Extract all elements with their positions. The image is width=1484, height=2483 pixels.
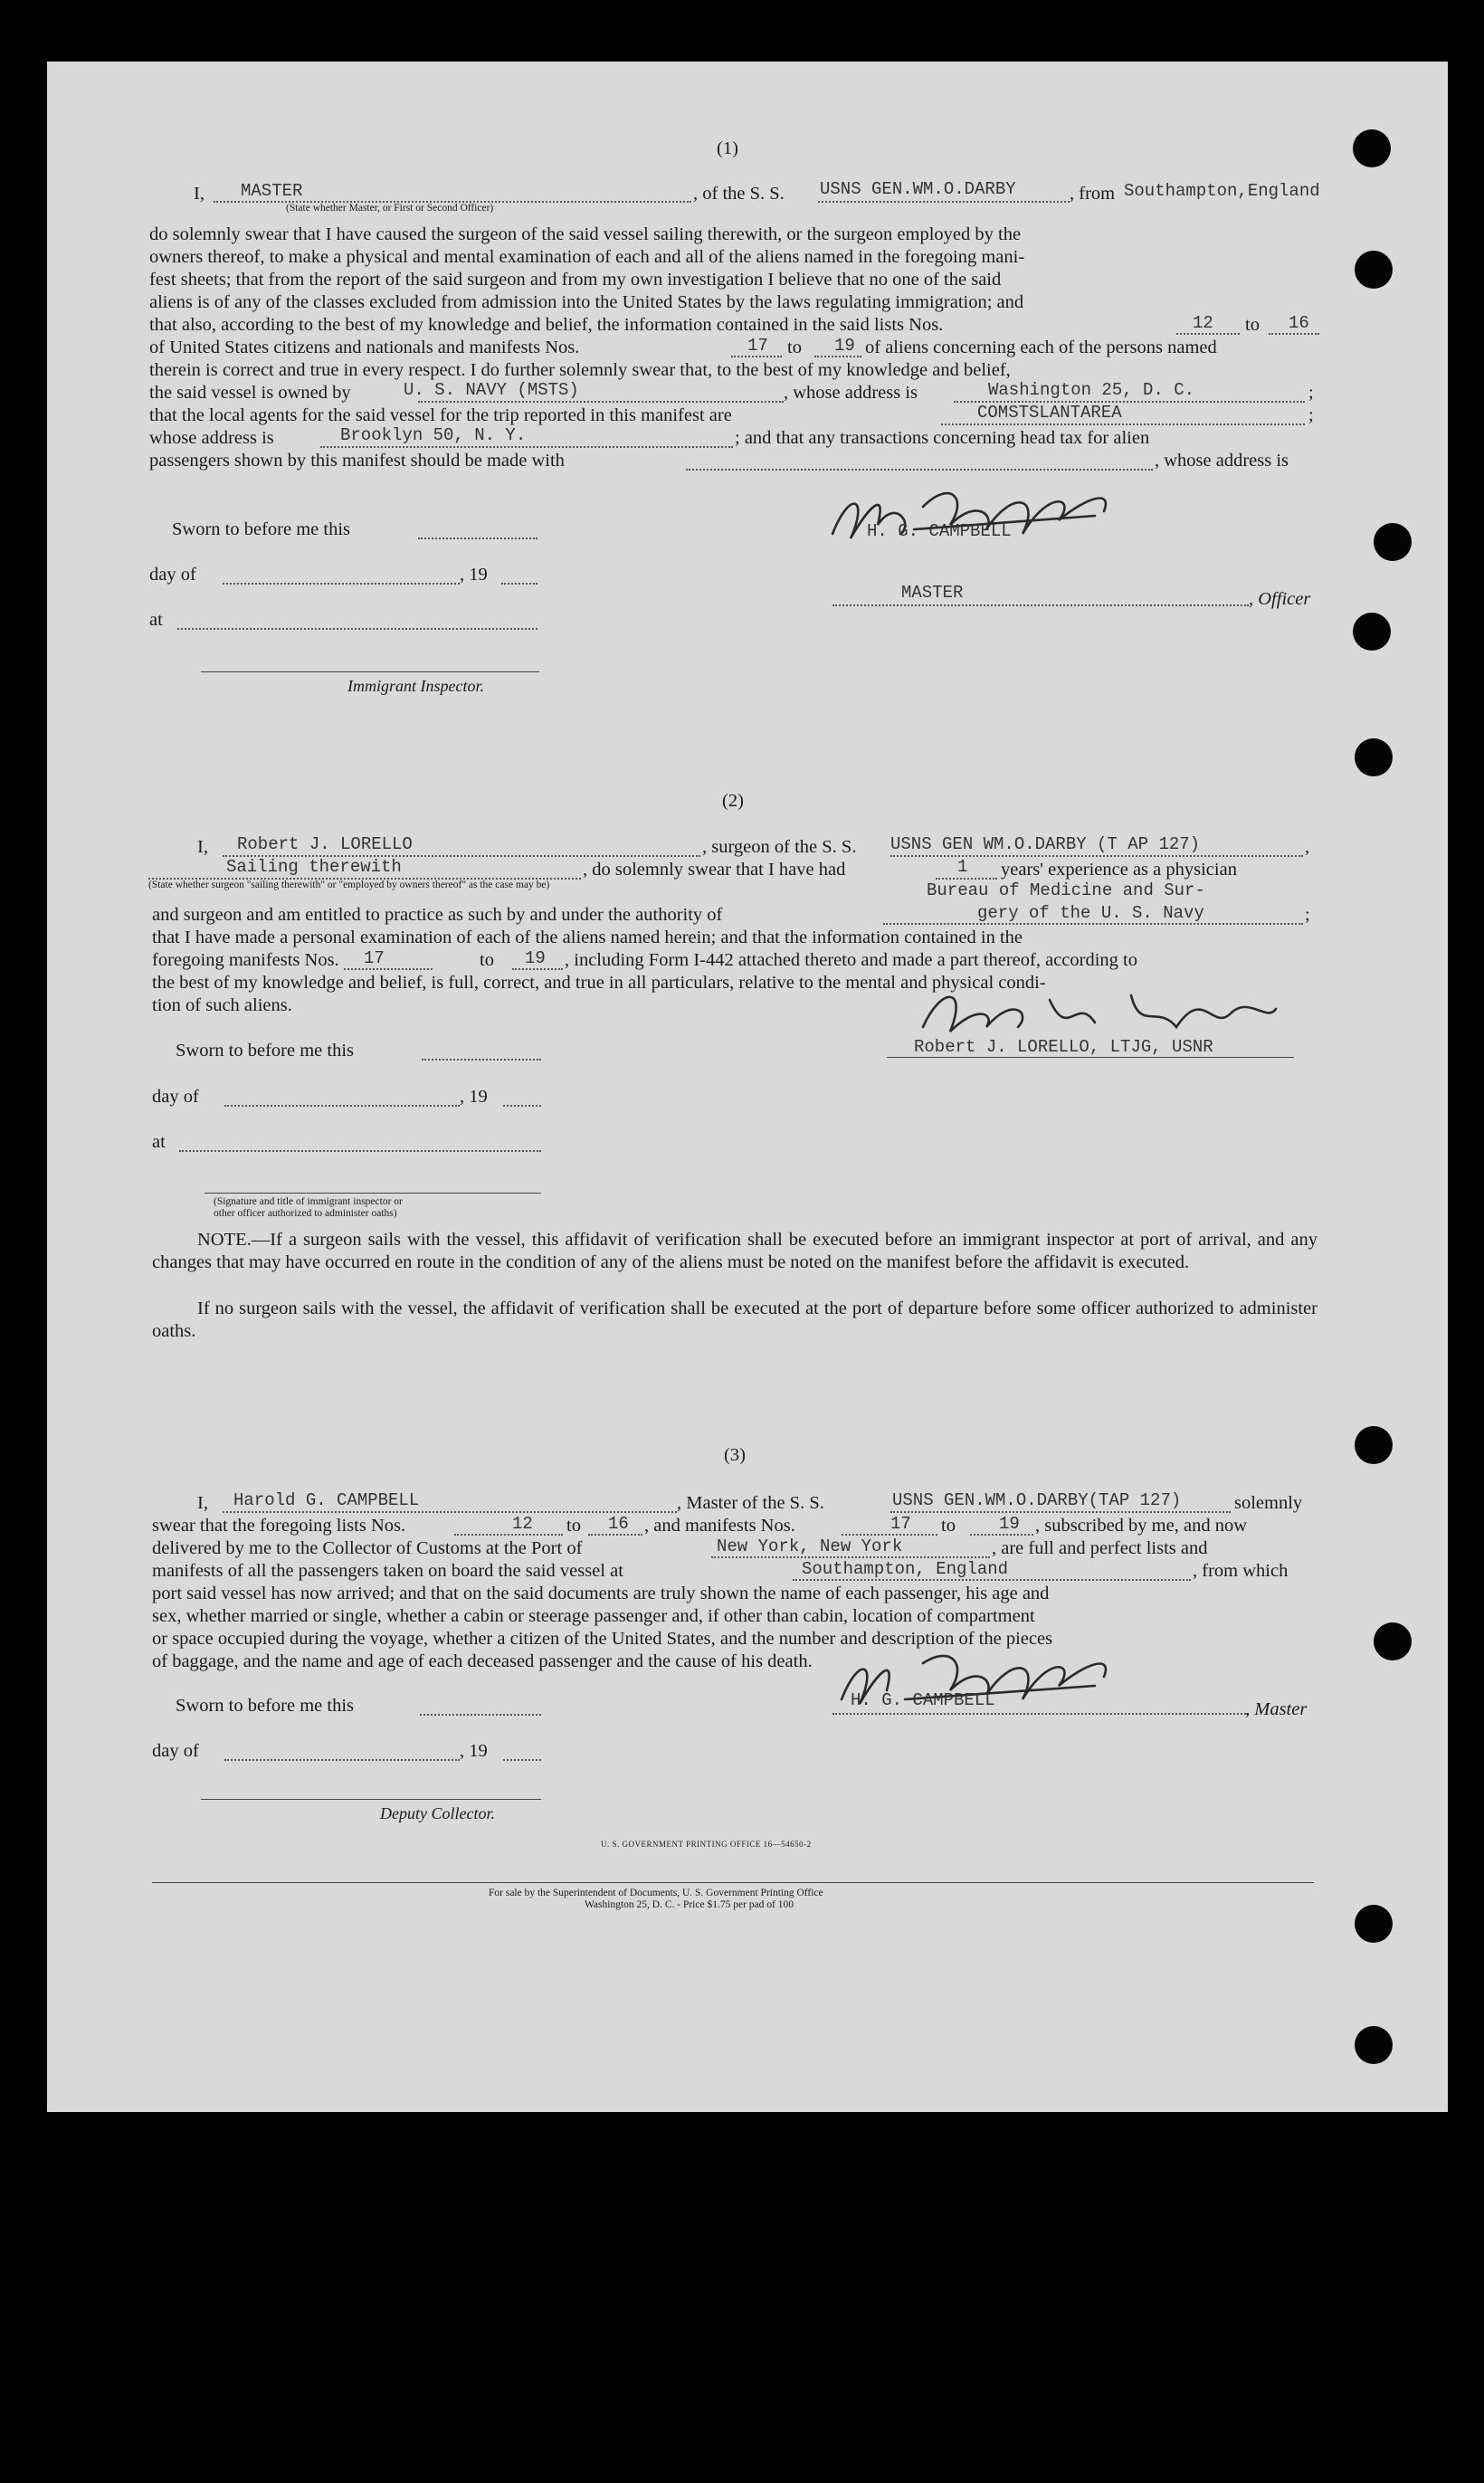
manifests-to-value: 19 bbox=[834, 336, 855, 356]
oath-text-line: fest sheets; that from the report of the said surgeon and from my own investigation I believe that no one of the said bbox=[149, 270, 1002, 290]
oath-text-line: do solemnly swear that I have caused the surgeon of the said vessel sailing therewith, or the surgeon employed by the bbox=[149, 224, 1022, 244]
surgeon-name-value: Robert J. LORELLO bbox=[237, 834, 413, 854]
manifests-to-field bbox=[970, 1534, 1033, 1536]
surgeon-vessel-value: USNS GEN WM.O.DARBY (T AP 127) bbox=[890, 834, 1201, 854]
section-number: (1) bbox=[717, 138, 738, 158]
to-label: to bbox=[787, 338, 802, 357]
officer-signature-line bbox=[205, 1193, 541, 1194]
whose-address-label: , whose address is bbox=[784, 383, 918, 403]
oath-text-line: that the local agents for the said vessel for the trip reported in this manifest are bbox=[149, 405, 732, 425]
oath-text-fragment: , from which bbox=[1193, 1561, 1289, 1581]
vessel-name-value: USNS GEN.WM.O.DARBY bbox=[820, 179, 1016, 199]
oath-text-line: or space occupied during the voyage, whether a citizen of the United States, and the number and description of the pieces bbox=[152, 1629, 1053, 1649]
day-label: day of bbox=[149, 565, 196, 585]
sale-notice-line: Washington 25, D. C. - Price $1.75 per pad of 100 bbox=[585, 1899, 794, 1910]
master-of-label: , Master of the S. S. bbox=[677, 1493, 824, 1513]
surgeon-signature-line bbox=[887, 1057, 1294, 1058]
oath-text-line: the best of my knowledge and belief, is full, correct, and true in all particulars, relative to the mental and physical condi- bbox=[152, 973, 1046, 993]
at-label: at bbox=[149, 610, 163, 630]
authority-value-line2: gery of the U. S. Navy bbox=[977, 903, 1204, 923]
master-full-name-value: Harold G. CAMPBELL bbox=[233, 1490, 420, 1510]
owner-value: U. S. NAVY (MSTS) bbox=[404, 380, 579, 400]
at-field bbox=[179, 1150, 541, 1152]
section-number: (3) bbox=[724, 1445, 746, 1465]
agent-address-value: Brooklyn 50, N. Y. bbox=[340, 425, 527, 445]
printing-office-line: U. S. GOVERNMENT PRINTING OFFICE 16—54650-2 bbox=[601, 1840, 812, 1849]
section-number: (2) bbox=[722, 791, 744, 811]
master-vessel-value: USNS GEN.WM.O.DARBY(TAP 127) bbox=[892, 1490, 1182, 1510]
manifests-from-field bbox=[731, 356, 782, 357]
oath-text-fragment: , are full and perfect lists and bbox=[992, 1538, 1208, 1558]
sworn-field bbox=[420, 1714, 541, 1716]
punctuation: ; bbox=[1308, 383, 1314, 403]
year-label: , 19 bbox=[460, 565, 488, 585]
lists-from-value: 12 bbox=[512, 1514, 533, 1534]
punch-hole bbox=[1353, 613, 1391, 651]
punctuation: ; bbox=[1308, 405, 1314, 425]
sworn-label: Sworn to before me this bbox=[176, 1041, 354, 1061]
surgeon-signer-value: Robert J. LORELLO, LTJG, USNR bbox=[914, 1037, 1213, 1057]
departure-port-value: Southampton, England bbox=[802, 1559, 1009, 1579]
oath-text-fragment: , including Form I-442 attached thereto and made a part thereof, according to bbox=[565, 950, 1137, 970]
officer-label: , Officer bbox=[1249, 589, 1311, 609]
oath-text-line: that also, according to the best of my knowledge and belief, the information contained in the said lists Nos. bbox=[149, 315, 944, 335]
master-name-value: H. G. CAMPBELL bbox=[867, 521, 1012, 541]
manifests-from-value: 17 bbox=[890, 1514, 911, 1534]
oath-text-line: passengers shown by this manifest should be made with bbox=[149, 451, 565, 471]
oath-text-line: aliens is of any of the classes excluded from admission into the United States by the laws regulating immigration; and bbox=[149, 292, 1024, 312]
oath-text-line: port said vessel has now arrived; and that on the said documents are truly shown the name of each passenger, his age and bbox=[152, 1584, 1050, 1603]
sale-notice-line: For sale by the Superintendent of Documents, U. S. Government Printing Office bbox=[489, 1888, 823, 1898]
oath-text-fragment: , whose address is bbox=[1155, 451, 1289, 471]
surgeon-note: NOTE.—If a surgeon sails with the vessel, this affidavit of verification shall be executed before an immigrant inspector at port of arrival, and any changes that may have occurred en route in the condition of any of the aliens must be noted on the manifest before the affidavit is executed. bbox=[152, 1230, 1318, 1273]
oath-text-line: whose address is bbox=[149, 428, 274, 448]
oath-text-fragment: ; and that any transactions concerning head tax for alien bbox=[735, 428, 1150, 448]
master-signer-field bbox=[832, 1713, 1249, 1715]
punch-hole bbox=[1355, 251, 1393, 289]
manifests-to-field bbox=[814, 356, 861, 357]
oath-text-line: that I have made a personal examination of each of the aliens named herein; and that the information contained in the bbox=[152, 928, 1023, 947]
manifests-from-value: 17 bbox=[747, 336, 768, 356]
punch-hole bbox=[1355, 1905, 1393, 1943]
solemnly-label: solemnly bbox=[1234, 1493, 1303, 1513]
year-field bbox=[501, 583, 537, 585]
deputy-collector-label: Deputy Collector. bbox=[380, 1804, 495, 1822]
authority-value-line1: Bureau of Medicine and Sur- bbox=[927, 880, 1205, 900]
manifests-to-value: 19 bbox=[525, 948, 546, 968]
oath-pronoun: I, bbox=[194, 184, 205, 204]
oath-text-fragment: foregoing manifests Nos. bbox=[152, 950, 339, 970]
owner-address-value: Washington 25, D. C. bbox=[988, 380, 1195, 400]
sworn-field bbox=[418, 538, 537, 539]
officer-signature-note: (Signature and title of immigrant inspector or bbox=[214, 1196, 403, 1207]
oath-text-line: the said vessel is owned by bbox=[149, 383, 351, 403]
sailing-status-note: (State whether surgeon "sailing therewith" or "employed by owners thereof" as the case may be) bbox=[148, 880, 550, 890]
manifests-to-field bbox=[512, 968, 563, 970]
lists-to-value: 16 bbox=[608, 1514, 629, 1534]
punctuation: ; bbox=[1305, 905, 1310, 925]
manifests-from-value: 17 bbox=[364, 948, 385, 968]
sailing-status-value: Sailing therewith bbox=[226, 857, 402, 877]
punch-hole bbox=[1355, 1426, 1393, 1464]
oath-text-line: owners thereof, to make a physical and mental examination of each and all of the aliens named in the foregoing mani- bbox=[149, 247, 1025, 267]
footer-rule bbox=[152, 1882, 1314, 1883]
oath-text-fragment: , do solemnly swear that I have had bbox=[583, 860, 846, 880]
to-label: to bbox=[941, 1516, 956, 1536]
year-label: , 19 bbox=[460, 1741, 488, 1761]
lists-from-field bbox=[454, 1534, 563, 1536]
departure-port-value: Southampton,England bbox=[1124, 181, 1320, 201]
manifests-to-value: 19 bbox=[999, 1514, 1020, 1534]
agents-field bbox=[941, 423, 1305, 425]
oath-text-line: sex, whether married or single, whether a cabin or steerage passenger and, if other than cabin, location of compartment bbox=[152, 1606, 1035, 1626]
lists-to-field bbox=[588, 1534, 642, 1536]
year-label: , 19 bbox=[460, 1087, 488, 1107]
punch-hole bbox=[1355, 738, 1393, 776]
surgeon-of-label: , surgeon of the S. S. bbox=[702, 837, 857, 857]
lists-from-value: 12 bbox=[1193, 313, 1213, 333]
master-vessel-field bbox=[890, 1511, 1231, 1513]
sworn-label: Sworn to before me this bbox=[172, 519, 350, 539]
of-ss-label: , of the S. S. bbox=[693, 184, 785, 204]
punch-hole bbox=[1374, 523, 1412, 561]
sworn-field bbox=[422, 1059, 541, 1061]
years-experience-value: 1 bbox=[957, 857, 968, 877]
oath-text-fragment: manifests of all the passengers taken on board the said vessel at bbox=[152, 1561, 623, 1581]
punch-hole bbox=[1353, 129, 1391, 167]
to-label: to bbox=[480, 950, 494, 970]
lists-to-value: 16 bbox=[1289, 313, 1309, 333]
oath-text-fragment: , and manifests Nos. bbox=[644, 1516, 795, 1536]
manifests-from-field bbox=[344, 968, 433, 970]
at-label: at bbox=[152, 1132, 166, 1152]
day-field bbox=[224, 1105, 460, 1107]
authority-field bbox=[883, 923, 1303, 925]
master-label: , Master bbox=[1245, 1699, 1308, 1719]
oath-text-line: of United States citizens and nationals and manifests Nos. bbox=[149, 338, 580, 357]
day-label: day of bbox=[152, 1741, 199, 1761]
vessel-name-field bbox=[818, 201, 1070, 203]
punctuation: , bbox=[1305, 837, 1310, 857]
oath-text-fragment: swear that the foregoing lists Nos. bbox=[152, 1516, 406, 1536]
year-field bbox=[503, 1759, 541, 1761]
lists-to-field bbox=[1269, 333, 1319, 335]
oath-text-line: of baggage, and the name and age of each deceased passenger and the cause of his death. bbox=[152, 1651, 813, 1671]
lists-from-field bbox=[1176, 333, 1240, 335]
oath-pronoun: I, bbox=[197, 837, 208, 857]
agent-address-field bbox=[320, 446, 733, 448]
surgeon-vessel-field bbox=[890, 855, 1303, 857]
officer-rank-value: MASTER bbox=[241, 181, 303, 201]
to-label: to bbox=[566, 1516, 581, 1536]
owner-field bbox=[418, 401, 784, 403]
officer-signature-note: other officer authorized to administer oaths) bbox=[214, 1208, 397, 1219]
officer-title-field bbox=[832, 604, 1249, 606]
to-label: to bbox=[1245, 315, 1260, 335]
day-label: day of bbox=[152, 1087, 199, 1107]
oath-text-fragment: years' experience as a physician bbox=[1001, 860, 1237, 880]
inspector-signature-line bbox=[201, 671, 539, 672]
oath-text-fragment: , subscribed by me, and now bbox=[1035, 1516, 1247, 1536]
officer-rank-note: (State whether Master, or First or Second Officer) bbox=[286, 203, 494, 214]
oath-text-line: tion of such aliens. bbox=[152, 995, 292, 1015]
no-surgeon-note: If no surgeon sails with the vessel, the affidavit of verification shall be executed at the port of departure before some officer authorized to administer oaths. bbox=[152, 1299, 1318, 1342]
oath-text-line: therein is correct and true in every respect. I do further solemnly swear that, to the best of my knowledge and belief, bbox=[149, 360, 1011, 380]
agents-value: COMSTSLANTAREA bbox=[977, 403, 1122, 423]
punch-hole bbox=[1355, 2026, 1393, 2064]
year-field bbox=[503, 1105, 541, 1107]
oath-pronoun: I, bbox=[197, 1493, 208, 1513]
oath-text-line: and surgeon and am entitled to practice as such by and under the authority of bbox=[152, 905, 723, 925]
master-signer-value: H. G. CAMPBELL bbox=[851, 1690, 995, 1710]
oath-text-fragment: of aliens concerning each of the persons named bbox=[865, 338, 1217, 357]
master-signature bbox=[814, 471, 1194, 561]
sworn-label: Sworn to before me this bbox=[176, 1696, 354, 1716]
at-field bbox=[177, 628, 537, 630]
inspector-label: Immigrant Inspector. bbox=[347, 677, 484, 695]
punch-hole bbox=[1374, 1622, 1412, 1660]
day-field bbox=[224, 1759, 460, 1761]
deputy-collector-line bbox=[201, 1799, 541, 1800]
oath-text-fragment: delivered by me to the Collector of Customs at the Port of bbox=[152, 1538, 583, 1558]
day-field bbox=[223, 583, 460, 585]
departure-port-field bbox=[793, 1579, 1191, 1581]
arrival-port-value: New York, New York bbox=[717, 1536, 903, 1556]
from-label: , from bbox=[1070, 184, 1116, 204]
officer-title-value: MASTER bbox=[901, 583, 964, 603]
